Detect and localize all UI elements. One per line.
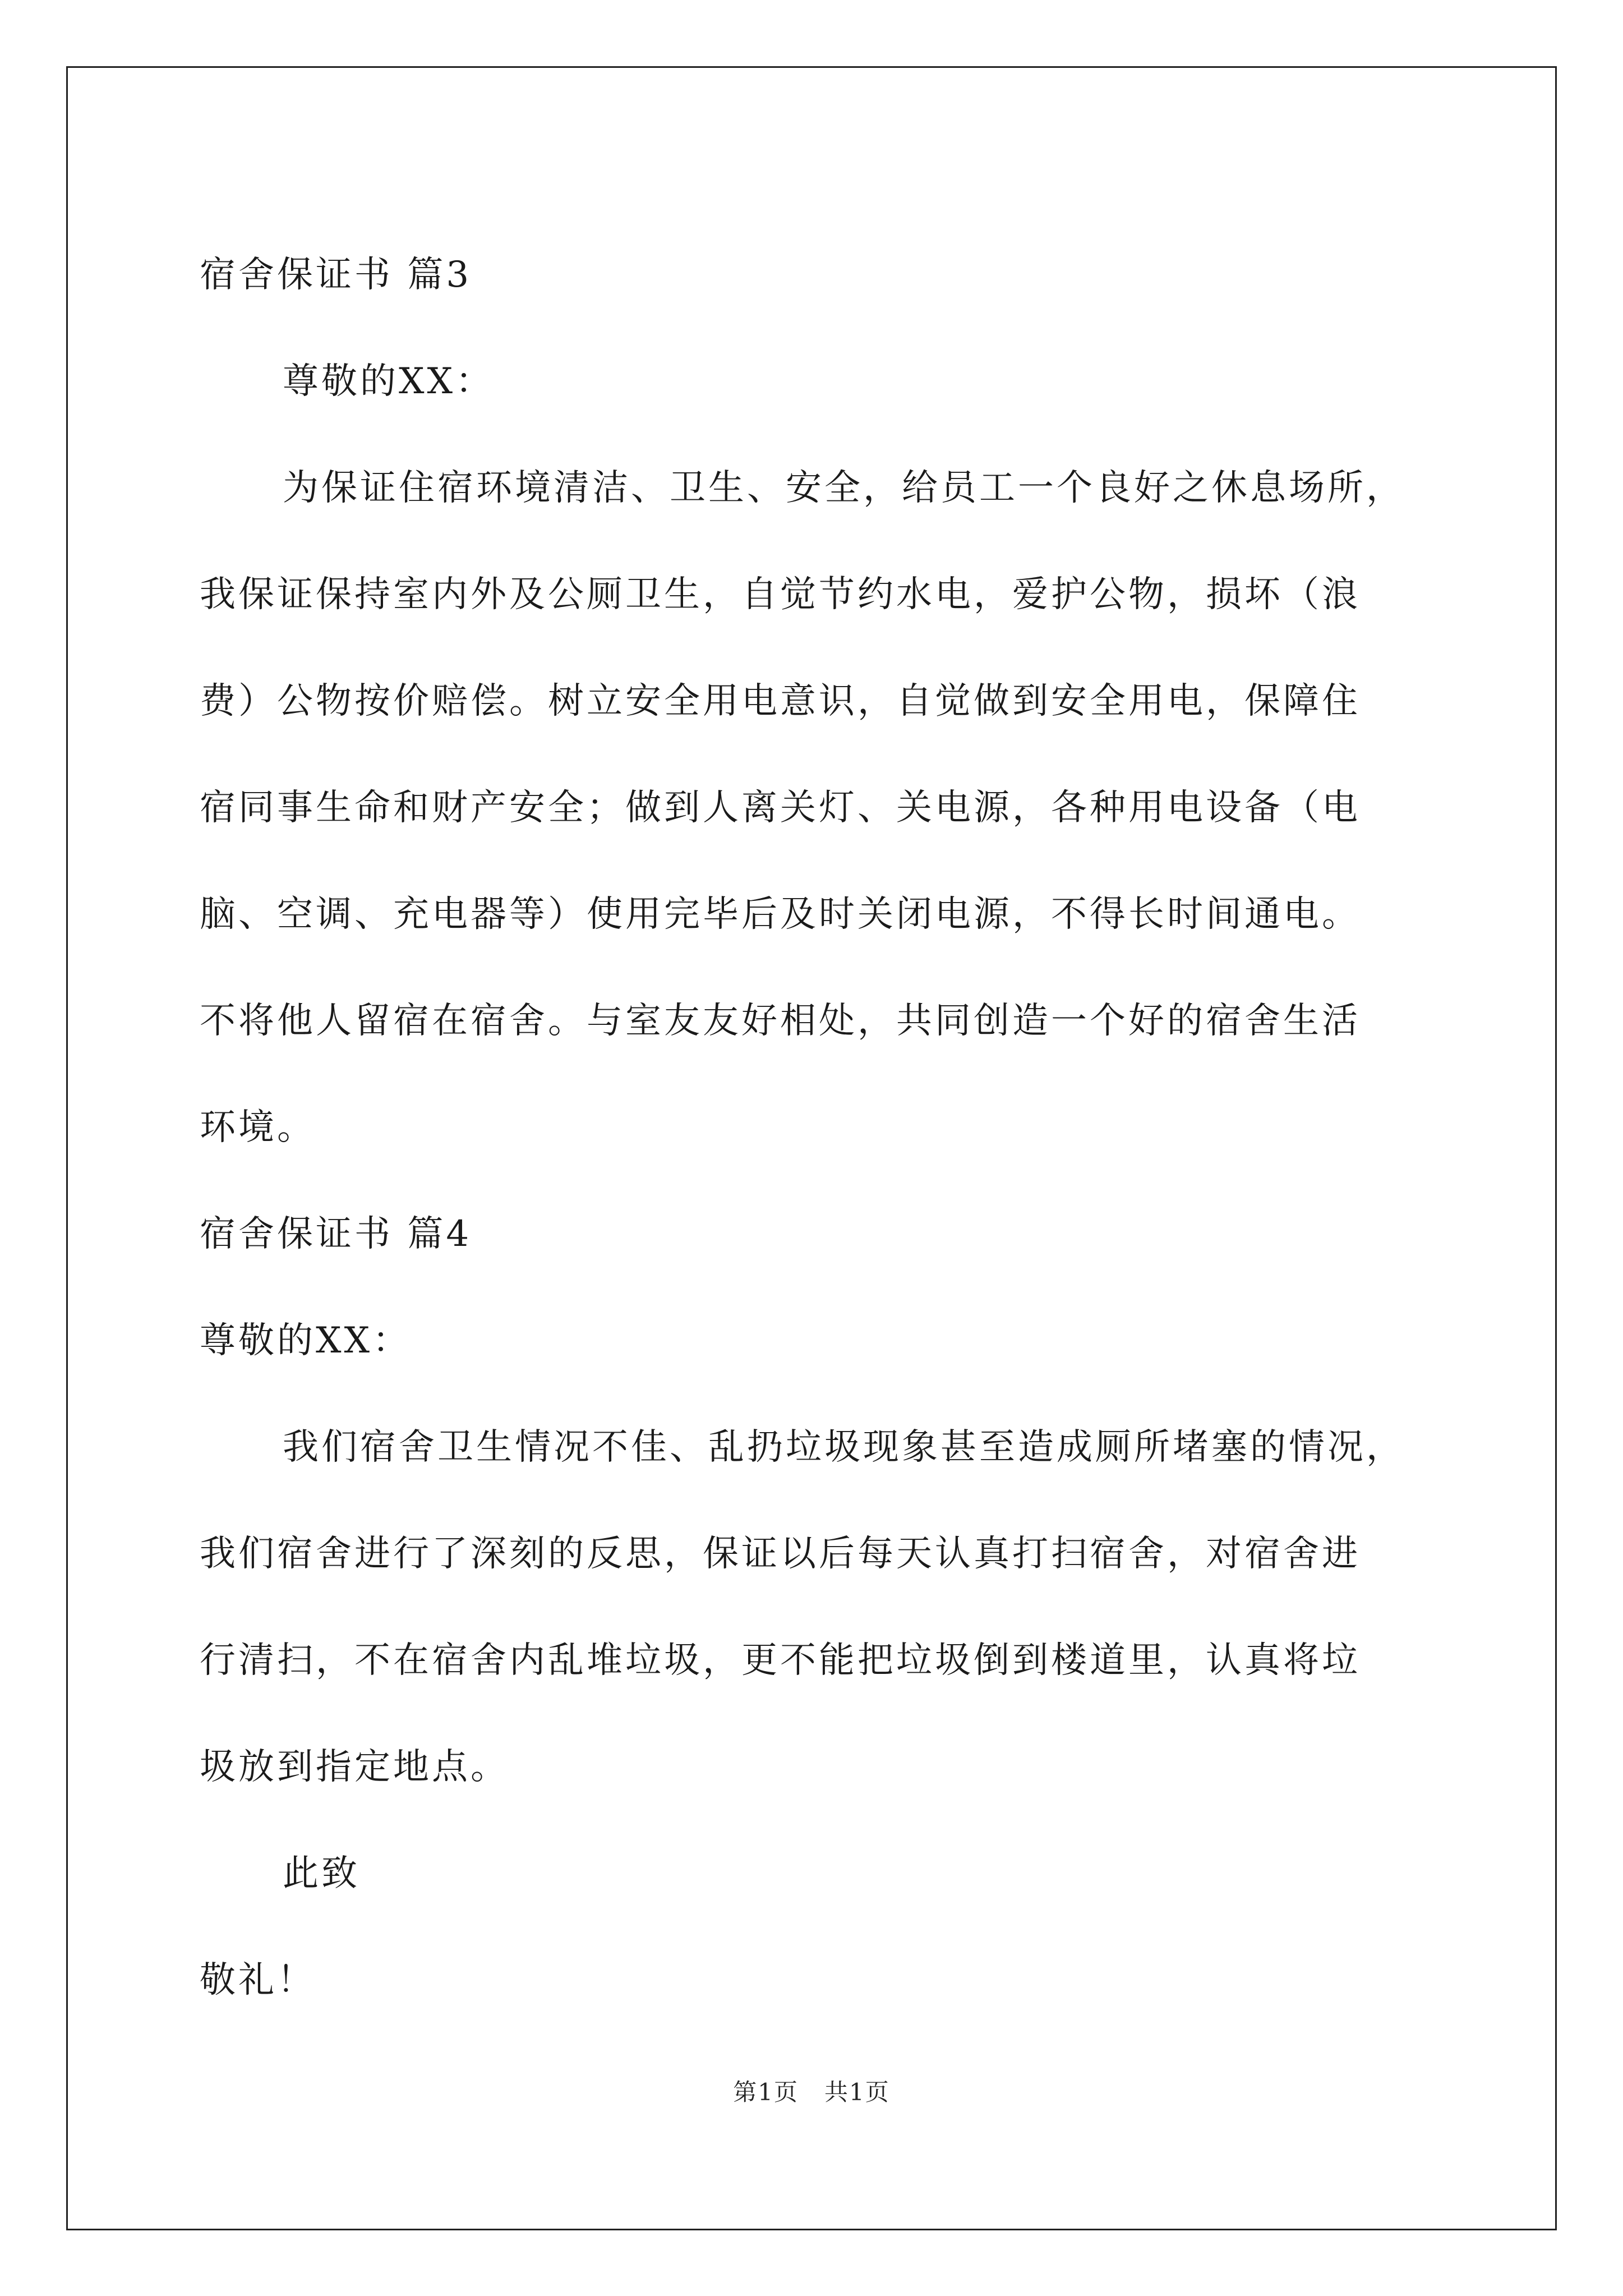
regards-text: 敬礼！ bbox=[200, 1959, 316, 2001]
paragraph-line: 为保证住宿环境清洁、卫生、安全，给员工一个良好之休息场所， bbox=[283, 467, 1405, 509]
paragraph-line: 脑、空调、充电器等）使用完毕后及时关闭电源，不得长时间通电。 bbox=[200, 894, 1361, 935]
page-footer bbox=[0, 2074, 1623, 2108]
paragraph-line: 环境。 bbox=[200, 1107, 316, 1148]
paragraph-line: 圾放到指定地点。 bbox=[200, 1746, 509, 1788]
paragraph-line: 我保证保持室内外及公厕卫生，自觉节约水电，爱护公物，损坏（浪 bbox=[200, 574, 1361, 615]
paragraph-line: 费）公物按价赔偿。树立安全用电意识，自觉做到安全用电，保障住 bbox=[200, 680, 1361, 722]
salutation-3: 尊敬的XX： bbox=[283, 361, 495, 402]
page-total: 共1页 bbox=[824, 2078, 890, 2106]
document-content bbox=[200, 222, 1422, 2033]
paragraph-line: 行清扫，不在宿舍内乱堆垃圾，更不能把垃圾倒到楼道里，认真将垃 bbox=[200, 1640, 1361, 1681]
page-number: 第1页 bbox=[733, 2078, 799, 2106]
paragraph-line: 宿同事生命和财产安全；做到人离关灯、关电源，各种用电设备（电 bbox=[200, 787, 1361, 829]
section-title-3: 宿舍保证书 篇3 bbox=[200, 254, 472, 296]
salutation-4: 尊敬的XX： bbox=[200, 1320, 412, 1361]
paragraph-line: 不将他人留宿在宿舍。与室友友好相处，共同创造一个好的宿舍生活 bbox=[200, 1000, 1361, 1042]
paragraph-line: 我们宿舍卫生情况不佳、乱扔垃圾现象甚至造成厕所堵塞的情况， bbox=[283, 1427, 1405, 1468]
section-title-4: 宿舍保证书 篇4 bbox=[200, 1213, 472, 1255]
closing-text: 此致 bbox=[283, 1853, 360, 1894]
paragraph-line: 我们宿舍进行了深刻的反思，保证以后每天认真打扫宿舍，对宿舍进 bbox=[200, 1533, 1361, 1575]
